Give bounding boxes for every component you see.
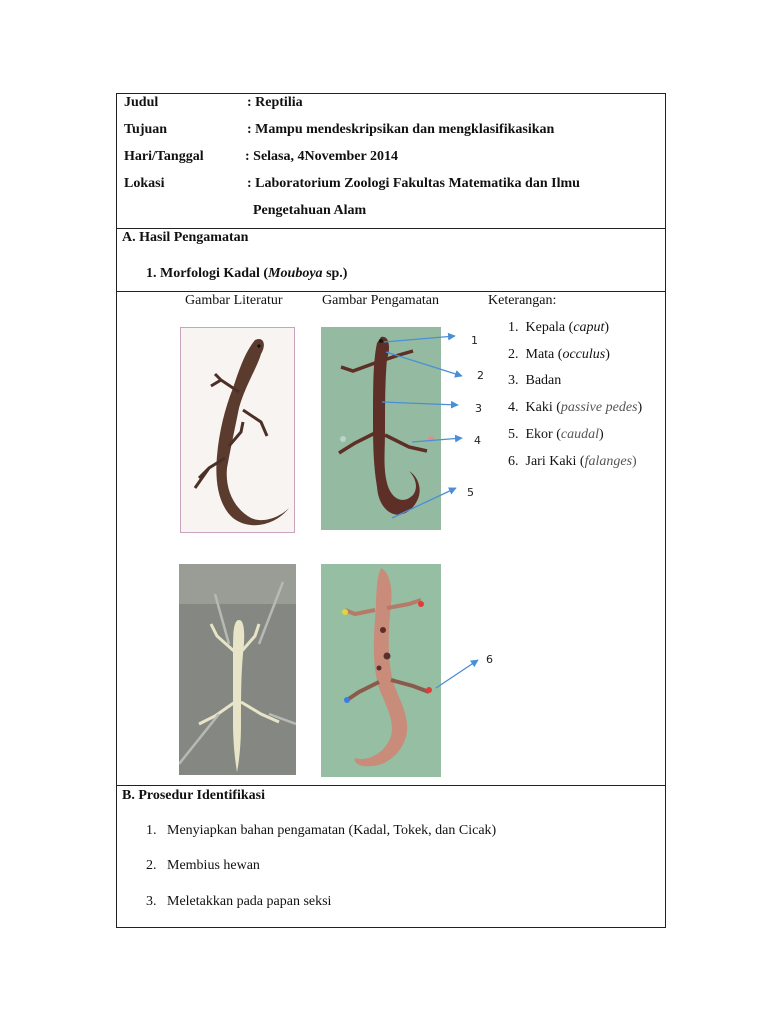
callout-3: 3 [475, 402, 482, 415]
photo-pengamatan-kadal-1 [321, 327, 441, 530]
value-lokasi-cont: Pengetahuan Alam [253, 203, 367, 218]
callout-6: 6 [486, 653, 493, 666]
section-b-title: B. Prosedur Identifikasi [122, 788, 266, 803]
value-tujuan: : Mampu mendeskripsikan dan mengklasifikasikan [247, 122, 555, 137]
label-lokasi: Lokasi [124, 176, 165, 191]
lizard-specimen-icon [321, 327, 441, 530]
legend-item-2: 2. Mata (occulus) [508, 347, 610, 362]
column-literatur: Gambar Literatur [185, 293, 283, 308]
photo-pengamatan-kadal-2 [321, 564, 441, 777]
callout-4: 4 [474, 434, 481, 447]
value-lokasi: : Laboratorium Zoologi Fakultas Matematika dan Ilmu [247, 176, 580, 191]
lizard-ventral-icon [179, 564, 296, 775]
photo-literatur-kadal-ventral [179, 564, 296, 775]
photo-literatur-kadal [180, 327, 295, 533]
value-tanggal: : Selasa, 4November 2014 [245, 149, 398, 164]
legend-item-6: 6. Jari Kaki (falanges) [508, 454, 637, 469]
section-a-title: A. Hasil Pengamatan [122, 230, 249, 245]
legend-item-3: 3. Badan [508, 373, 562, 388]
divider-section-b [117, 785, 665, 786]
step-item-1: 1. Menyiapkan bahan pengamatan (Kadal, Tokek, dan Cicak) [146, 823, 497, 838]
label-tanggal: Hari/Tanggal [124, 149, 204, 164]
step-item-3: 3. Meletakkan pada papan seksi [146, 894, 332, 909]
legend-item-1: 1. Kepala (caput) [508, 320, 610, 335]
divider-section-a [117, 291, 665, 292]
callout-5: 5 [467, 486, 474, 499]
lizard-dorsal-icon [181, 328, 294, 532]
callout-1: 1 [471, 334, 478, 347]
divider-header [117, 228, 665, 229]
column-pengamatan: Gambar Pengamatan [322, 293, 440, 308]
label-tujuan: Tujuan [124, 122, 168, 137]
label-judul: Judul [124, 95, 159, 110]
legend-item-4: 4. Kaki (passive pedes) [508, 400, 643, 415]
column-keterangan: Keterangan: [488, 293, 557, 308]
step-item-2: 2. Membius hewan [146, 858, 260, 873]
legend-item-5: 5. Ekor (caudal) [508, 427, 604, 442]
section-a-subtitle: 1. Morfologi Kadal (Mouboya sp.) [146, 266, 348, 281]
lizard-specimen-pink-icon [321, 564, 441, 777]
callout-2: 2 [477, 369, 484, 382]
value-judul: : Reptilia [247, 95, 303, 110]
